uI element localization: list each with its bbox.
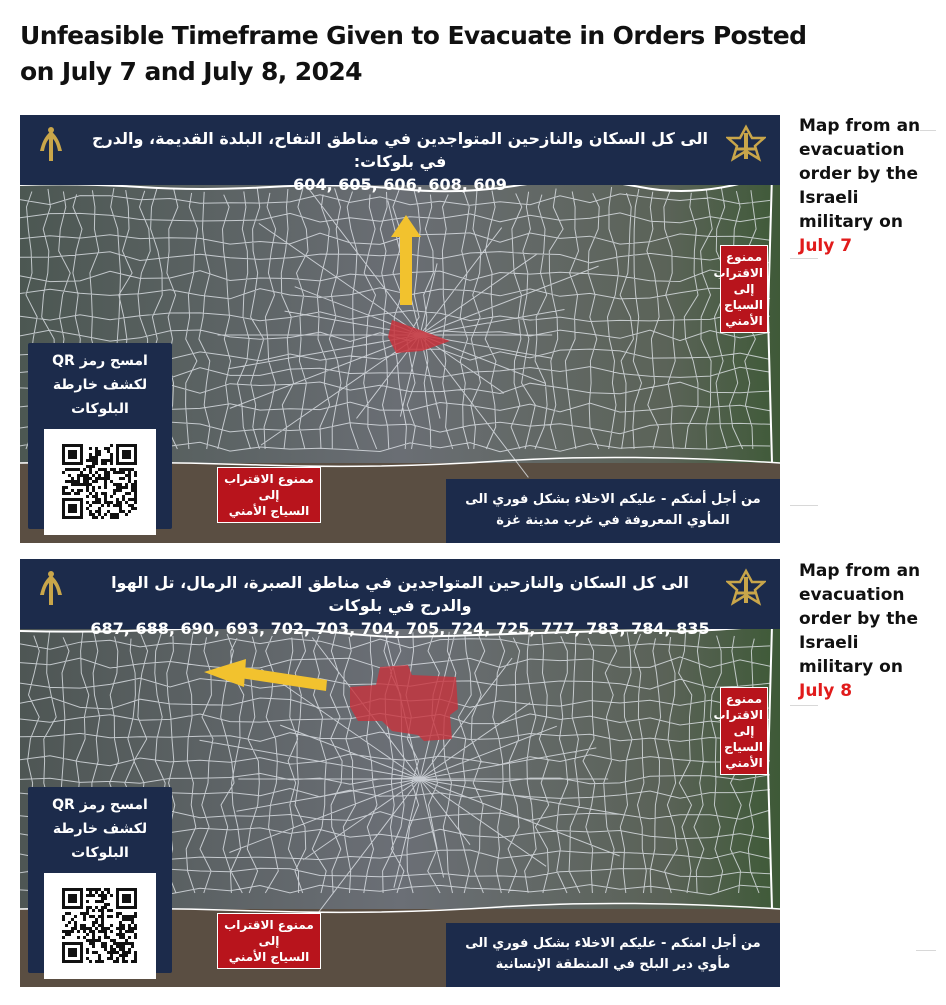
side-warning-line-2: الاقتراب <box>713 266 763 280</box>
caption-date: July 8 <box>799 681 853 701</box>
instruction-line-1: من أجل أمنكم - عليكم الاخلاء بشكل فوري الى <box>465 492 761 507</box>
side-warning-line-3: إلى <box>733 282 755 296</box>
instruction-line-2: مأوي دير البلح في المنطقة الإنسانية <box>495 957 731 972</box>
bottom-warning-line-2: السياج الأمني <box>228 504 310 518</box>
qr-code-icon[interactable] <box>44 873 156 979</box>
qr-code-icon[interactable] <box>44 429 156 535</box>
qr-code-box <box>28 787 172 973</box>
emblem-icon <box>34 569 68 609</box>
header-line-2: 609 ,608 ,606 ,605 ,604 <box>293 175 507 194</box>
bottom-warning-line-1: ممنوع الاقتراب إلى <box>224 472 314 502</box>
caption-map-2 <box>799 559 934 703</box>
header-line-1: الى كل السكان والنازحين المتواجدين في مناطق الصبرة، الرمال، تل الهوا والدرج في بلوكات <box>111 573 689 615</box>
side-warning-line-1: ممنوع <box>725 250 763 264</box>
header-line-1: الى كل السكان والنازحين المتواجدين في مناطق التفاح، البلدة القديمة، والدرج في بلوكات: <box>92 129 708 171</box>
instruction-line-1: من أجل امنكم - عليكم الاخلاء بشكل فوري الى <box>465 936 761 951</box>
side-fence-warning <box>713 687 768 775</box>
qr-text-line-2: لكشف خارطة <box>52 377 148 393</box>
caption-map-1 <box>799 114 934 258</box>
bottom-fence-warning <box>217 913 321 969</box>
side-warning-line-1: ممنوع <box>725 692 763 706</box>
qr-text-line-1: امسح رمز QR <box>52 353 148 369</box>
page-title: Unfeasible Timeframe Given to Evacuate in Orders Posted on July 7 and July 8, 2024 <box>20 21 807 86</box>
evacuation-map-july-8 <box>20 559 780 987</box>
bottom-warning-line-2: السياج الأمني <box>228 950 310 964</box>
side-warning-line-4: السياج <box>724 740 763 754</box>
margin-tick <box>790 705 818 706</box>
margin-tick <box>916 950 936 951</box>
bottom-fence-warning <box>217 467 321 523</box>
qr-text-line-3: البلوكات <box>71 845 129 861</box>
instruction-line-2: المأوي المعروفة في غرب مدينة غزة <box>496 513 730 528</box>
side-warning-line-2: الاقتراب <box>713 708 763 722</box>
map-header-banner <box>20 115 780 194</box>
qr-text-line-3: البلوكات <box>71 401 129 417</box>
caption-text: Map from an evacuation order by the Israeli military on <box>799 561 921 677</box>
side-warning-line-4: السياج <box>724 298 763 312</box>
evacuation-instruction-box <box>446 479 780 543</box>
margin-tick <box>790 258 818 259</box>
side-warning-line-5: الأمني <box>725 314 763 328</box>
evacuation-map-july-7 <box>20 115 780 543</box>
header-line-2: 835 ,784 ,783 ,777 ,725 ,724 ,705 ,704 ,703 ,702 ,693 ,690 ,688 ,687 <box>90 619 710 638</box>
caption-date: July 7 <box>799 236 853 256</box>
side-fence-warning <box>713 245 768 333</box>
qr-text-line-1: امسح رمز QR <box>52 797 148 813</box>
map-header-banner <box>20 559 780 638</box>
qr-code-box <box>28 343 172 529</box>
idf-logo-icon <box>726 123 766 169</box>
evacuation-instruction-box <box>446 923 780 987</box>
caption-text: Map from an evacuation order by the Israeli military on <box>799 116 921 232</box>
margin-tick <box>790 505 818 506</box>
margin-tick <box>920 130 936 131</box>
bottom-warning-line-1: ممنوع الاقتراب إلى <box>224 918 314 948</box>
idf-logo-icon <box>726 567 766 613</box>
qr-text-line-2: لكشف خارطة <box>52 821 148 837</box>
emblem-icon <box>34 125 68 165</box>
side-warning-line-3: إلى <box>733 724 755 738</box>
side-warning-line-5: الأمني <box>725 756 763 770</box>
